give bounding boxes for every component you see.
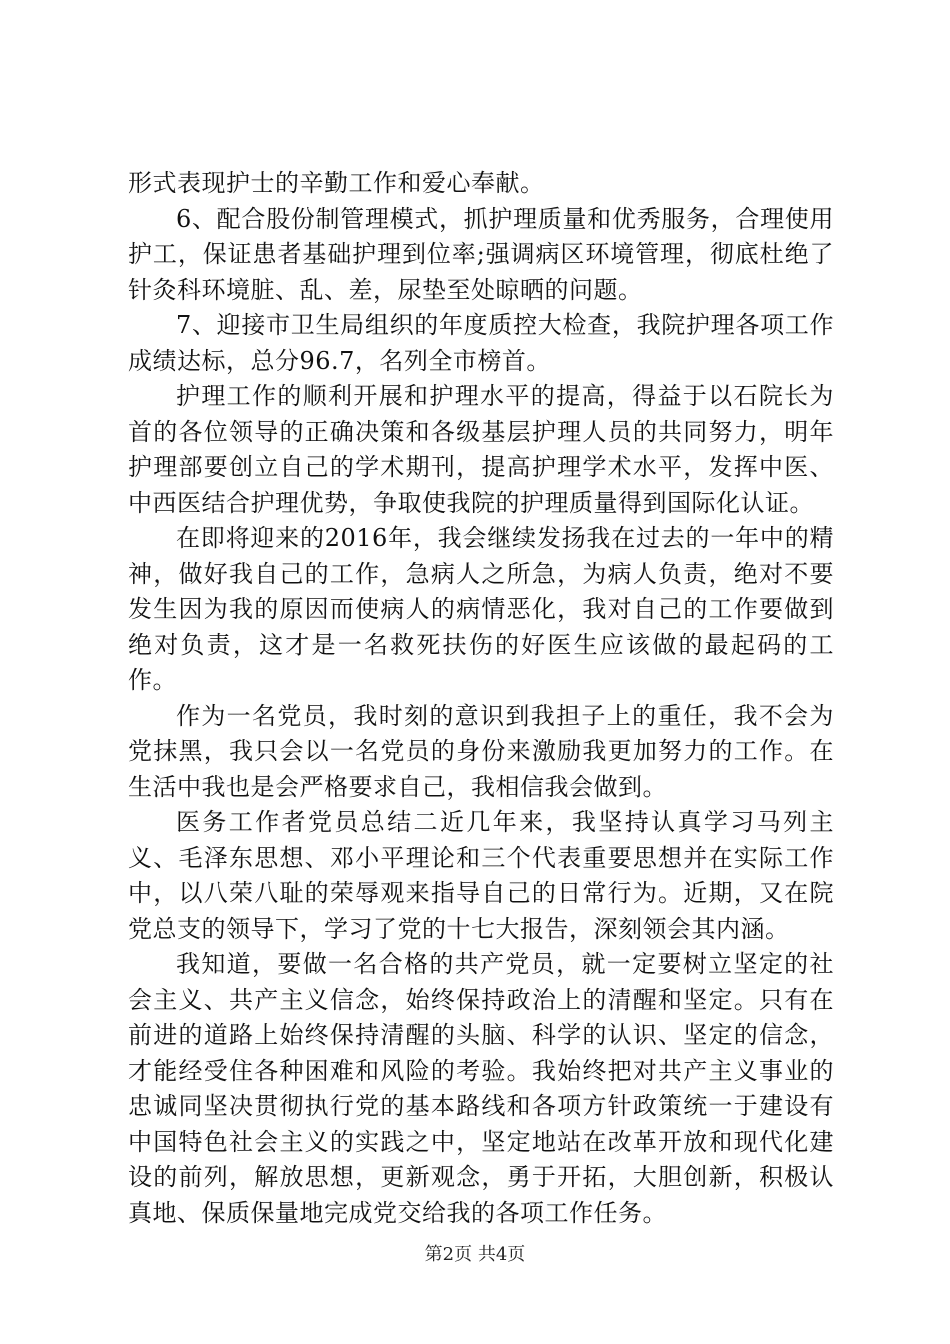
paragraph-continuation: 形式表现护士的辛勤工作和爱心奉献。: [128, 169, 545, 197]
paragraph-belief: 我知道，要做一名合格的共产党员，就一定要树立坚定的社会主义、共产主义信念，始终保持政治上的清醒和坚定。只有在前进的道路上始终保持清醒的头脑、科学的认识、坚定的信念，才能经受住各种困难和风险的考验。我始终把对共产主义事业的忠诚同坚决贯彻执行党的基本路线和各项方针政策统一于建设有中国特色社会主义的实践之中，坚定地站在改革开放和现代化建设的前列，解放思想，更新观念，勇于开拓，大胆创新，积极认真地、保质保量地完成党交给我的各项工作任务。: [128, 950, 834, 1227]
paragraph-2016-plan: 在即将迎来的2016年，我会继续发扬我在过去的一年中的精神，做好我自己的工作，急病人之所急，为病人负责，绝对不要发生因为我的原因而使病人的病情恶化，我对自己的工作要做到绝对负责，这才是一名救死扶伤的好医生应该做的最起码的工作。: [128, 524, 834, 694]
document-body: [128, 166, 834, 1231]
paragraph-summary-two: 医务工作者党员总结二近几年来，我坚持认真学习马列主义、毛泽东思想、邓小平理论和三个代表重要思想并在实际工作中，以八荣八耻的荣辱观来指导自己的日常行为。近期，又在院党总支的领导下，学习了党的十七大报告，深刻领会其内涵。: [128, 808, 834, 943]
paragraph-item-7: 7、迎接市卫生局组织的年度质控大检查，我院护理各项工作成绩达标，总分96.7，名列全市榜首。: [128, 311, 834, 375]
paragraph-party-member: 作为一名党员，我时刻的意识到我担子上的重任，我不会为党抹黑，我只会以一名党员的身份来激励我更加努力的工作。在生活中我也是会严格要求自己，我相信我会做到。: [128, 701, 834, 801]
page-number-footer: 第2页 共4页: [424, 1244, 526, 1265]
paragraph-nursing-summary: 护理工作的顺利开展和护理水平的提高，得益于以石院长为首的各位领导的正确决策和各级基层护理人员的共同努力，明年护理部要创立自己的学术期刊，提高护理学术水平，发挥中医、中西医结合护理优势，争取使我院的护理质量得到国际化认证。: [128, 382, 834, 517]
paragraph-item-6: 6、配合股份制管理模式，抓护理质量和优秀服务，合理使用护工，保证患者基础护理到位率;强调病区环境管理，彻底杜绝了针灸科环境脏、乱、差，尿垫至处晾晒的问题。: [128, 204, 834, 304]
